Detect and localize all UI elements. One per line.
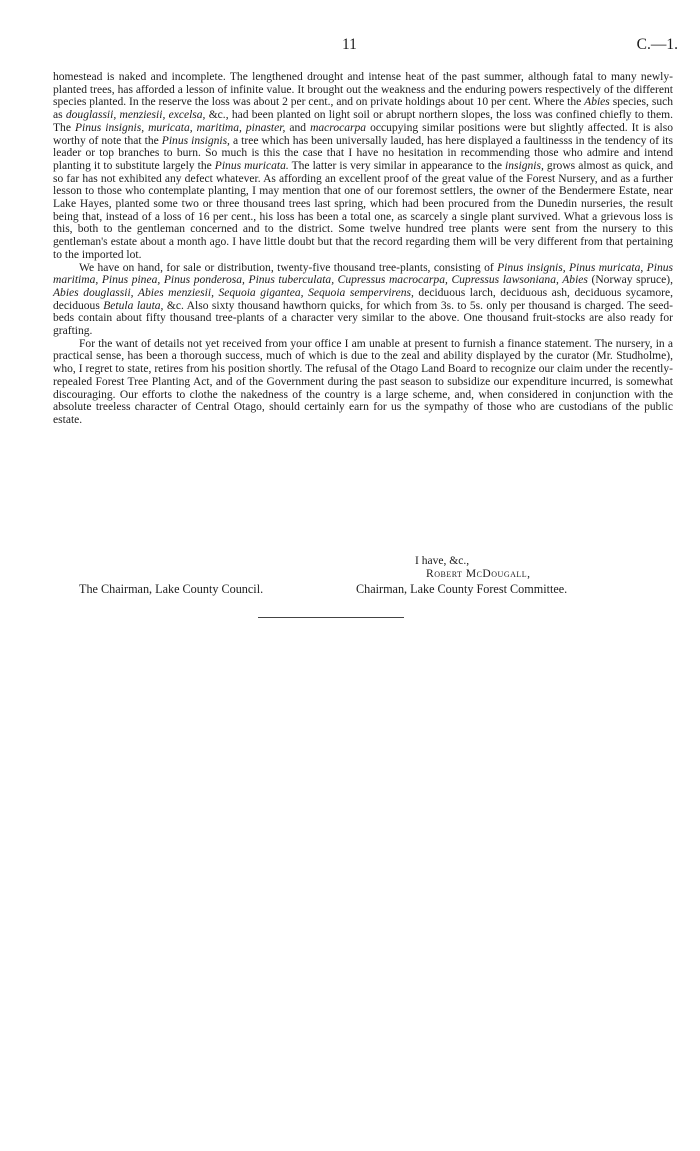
- italic-text: Pinus muricata.: [214, 159, 289, 172]
- italic-text: Abies douglassii, Abies menziesii, Sequoia gigantea, Sequoia sempervirens,: [53, 286, 414, 299]
- italic-text: Abies: [584, 96, 610, 109]
- text-run: homestead is naked and incomplete. The lengthened drought and intense heat of the past summer, although fatal to many newly-planted trees, has afforded a lesson of infinite value. It brought out the weakness and the enduring powers respectively of the different species planted. In the reserve the loss was about 2 per cent., and on private holdings about 10 per cent. Where the: [53, 71, 673, 109]
- signatory-title: Chairman, Lake County Forest Committee.: [356, 582, 568, 596]
- text-run: deciduous larch, deciduous ash, deciduous sycamore, deciduous: [53, 286, 673, 312]
- italic-text: douglassii, menziesii, excelsa,: [65, 109, 206, 122]
- text-run: For the want of details not yet received from your office I am unable at present to furnish a finance statement. The nursery, in a practical sense, has been a thorough success, much of which is due to the zeal and ability displayed by the curator (Mr. Studholme), who, I regret to state, retires from his position shortly. The refusal of the Otago Land Board to recognize our claim under the recently-repealed Forest Tree Planting Act, and of the Government during the past season to subsidize our expenditure incurred, is somewhat discouraging. Our efforts to clothe the nakedness of the country is a large scheme, and, when considered in conjunction with the absolute treeless character of Central Otago, should certainly earn for us the sympathy of those who are custodians of the public estate.: [53, 337, 673, 426]
- letter-body: [53, 71, 673, 427]
- page-number: 11: [342, 36, 357, 53]
- page-header: [0, 36, 700, 56]
- paragraph: [53, 262, 673, 338]
- text-run: occupying similar positions were but slightly affected. It is also worthy of note that the: [53, 121, 674, 147]
- text-run: and: [285, 121, 311, 134]
- addressee: The Chairman, Lake County Council.: [79, 582, 264, 596]
- italic-text: Pinus insignis, muricata, maritima, pinaster,: [74, 121, 286, 134]
- text-run: The latter is very similar in appearance to the: [288, 159, 506, 172]
- section-divider: [258, 617, 404, 618]
- salutation: I have, &c.,: [415, 555, 470, 567]
- paragraph: [53, 71, 673, 262]
- text-run: grows almost as quick, and so far has not exhibited any defect whatever. As affording an excellent proof of the great value of the Forest Nursery, and as a further lesson to those who contemplate planting, I may mention that one of our foremost settlers, the owner of the Bendermere Estate, near Lake Hayes, planted some two or three thousand trees last spring, which had been procured from the Dunedin nurseries, the result being that, instead of a loss of 16 per cent., his loss has been a total one, as scarcely a single plant survived. What a grievous loss is this, both to the gentleman concerned and to the district. Some twelve hundred tree plants were sent from the nursery to this gentleman's estate about a month ago. I have little doubt but that the record regarding them will be very different from that pertaining to the imported lot.: [53, 159, 673, 261]
- text-run: (Norway spruce),: [587, 274, 673, 287]
- text-run: We have on hand, for sale or distribution, twenty-five thousand tree-plants, consisting of: [79, 261, 498, 274]
- signatory-name: Robert McDougall,: [426, 568, 531, 580]
- italic-text: insignis,: [505, 159, 544, 172]
- text-run: &c., had been planted on light soil or abrupt northern slopes, the loss was confined chiefly to them. The: [53, 109, 673, 134]
- paragraph: [53, 338, 673, 427]
- closing-line-1: [53, 555, 673, 568]
- document-reference: C.—1.: [636, 36, 678, 53]
- text-run: &c. Also sixty thousand hawthorn quicks, for which from 3s. to 5s. only per thousand is charged. The seed-beds contain about fifty thousand tree-plants of a character very similar to the above. One thousand fruit-stocks are also ready for grafting.: [53, 299, 673, 338]
- text-run: a tree which has been universally lauded, has here displayed a faultinesss in the tendency of its leader or top branches to burn. So much is this the case that I have no hesitation in recommending those who admire and intend planting it to substitute largely the: [53, 134, 673, 172]
- italic-text: Betula lauta,: [103, 299, 164, 312]
- italic-text: Pinus insignis, Pinus muricata, Pinus maritima, Pinus pinea, Pinus ponderosa, Pinus tuberculata, Cupressus macrocarpa, Cupressus lawsoniana, Abies: [53, 261, 673, 287]
- italic-text: Pinus insignis,: [161, 134, 230, 147]
- text-run: species, such as: [53, 96, 673, 122]
- italic-text: macrocarpa: [310, 121, 367, 134]
